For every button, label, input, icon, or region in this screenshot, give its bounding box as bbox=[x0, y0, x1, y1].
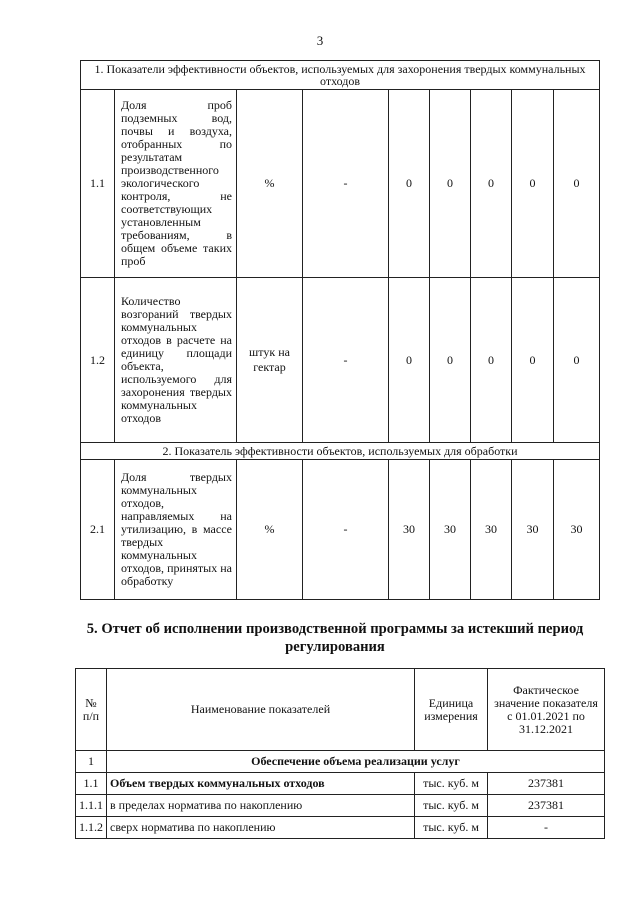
row-number: 1 bbox=[76, 751, 107, 773]
table-row bbox=[81, 278, 600, 443]
indicator-name: Доля проб подземных вод, почвы и воздуха, отобранных по результатам производственного экологического контроля, не соответствующих установленным требованиям, в общем объеме таких проб bbox=[115, 90, 237, 278]
indicator-name: сверх норматива по накоплению bbox=[107, 817, 415, 839]
unit-cell: тыс. куб. м bbox=[415, 817, 488, 839]
value-cell: 0 bbox=[389, 90, 430, 278]
table-row bbox=[76, 773, 605, 795]
value-cell: 0 bbox=[512, 90, 554, 278]
row-number: 1.1 bbox=[76, 773, 107, 795]
section-title-2: 2. Показатель эффективности объектов, используемых для обработки bbox=[81, 443, 600, 460]
table-row bbox=[76, 795, 605, 817]
base-value-cell: - bbox=[303, 460, 389, 600]
value-cell: 237381 bbox=[488, 795, 605, 817]
row-number: 1.1 bbox=[81, 90, 115, 278]
header-number: № п/п bbox=[76, 669, 107, 751]
row-number: 1.1.1 bbox=[76, 795, 107, 817]
unit-cell: тыс. куб. м bbox=[415, 795, 488, 817]
section-5-heading: 5. Отчет об исполнении производственной программы за истекший период регулирования bbox=[86, 621, 584, 655]
header-unit: Единица измерения bbox=[415, 669, 488, 751]
section-title: Обеспечение объема реализации услуг bbox=[107, 751, 605, 773]
header-name: Наименование показателей bbox=[107, 669, 415, 751]
section-title-1: 1. Показатели эффективности объектов, используемых для захоронения твердых коммунальных отходов bbox=[81, 61, 600, 90]
value-cell: 30 bbox=[554, 460, 600, 600]
value-cell: 0 bbox=[430, 278, 471, 443]
indicator-name: Количество возгораний твердых коммунальных отходов в расчете на единицу площади объекта, используемого для захоронения твердых коммунальных отходов bbox=[115, 278, 237, 443]
row-number: 2.1 bbox=[81, 460, 115, 600]
base-value-cell: - bbox=[303, 90, 389, 278]
table-header-row bbox=[76, 669, 605, 751]
indicator-name: Объем твердых коммунальных отходов bbox=[107, 773, 415, 795]
section-row bbox=[76, 751, 605, 773]
indicator-name: Доля твердых коммунальных отходов, направляемых на утилизацию, в массе твердых коммунальных отходов, принятых на обработку bbox=[115, 460, 237, 600]
program-report-table bbox=[75, 668, 605, 839]
value-cell: 30 bbox=[389, 460, 430, 600]
value-cell: 0 bbox=[389, 278, 430, 443]
header-value: Фактическое значение показателя с 01.01.2021 по 31.12.2021 bbox=[488, 669, 605, 751]
value-cell: - bbox=[488, 817, 605, 839]
value-cell: 0 bbox=[430, 90, 471, 278]
page-number: 3 bbox=[316, 33, 324, 48]
section-row-2 bbox=[81, 443, 600, 460]
unit-cell: штук на гектар bbox=[237, 278, 303, 443]
table-row bbox=[81, 90, 600, 278]
unit-cell: тыс. куб. м bbox=[415, 773, 488, 795]
unit-cell: % bbox=[237, 460, 303, 600]
value-cell: 237381 bbox=[488, 773, 605, 795]
table-row bbox=[76, 817, 605, 839]
row-number: 1.1.2 bbox=[76, 817, 107, 839]
value-cell: 0 bbox=[554, 278, 600, 443]
indicator-name: в пределах норматива по накоплению bbox=[107, 795, 415, 817]
value-cell: 0 bbox=[512, 278, 554, 443]
value-cell: 0 bbox=[471, 278, 512, 443]
value-cell: 30 bbox=[512, 460, 554, 600]
value-cell: 30 bbox=[471, 460, 512, 600]
value-cell: 30 bbox=[430, 460, 471, 600]
unit-cell: % bbox=[237, 90, 303, 278]
row-number: 1.2 bbox=[81, 278, 115, 443]
value-cell: 0 bbox=[554, 90, 600, 278]
base-value-cell: - bbox=[303, 278, 389, 443]
value-cell: 0 bbox=[471, 90, 512, 278]
efficiency-indicators-table bbox=[80, 60, 600, 600]
section-row-1 bbox=[81, 61, 600, 90]
table-row bbox=[81, 460, 600, 600]
